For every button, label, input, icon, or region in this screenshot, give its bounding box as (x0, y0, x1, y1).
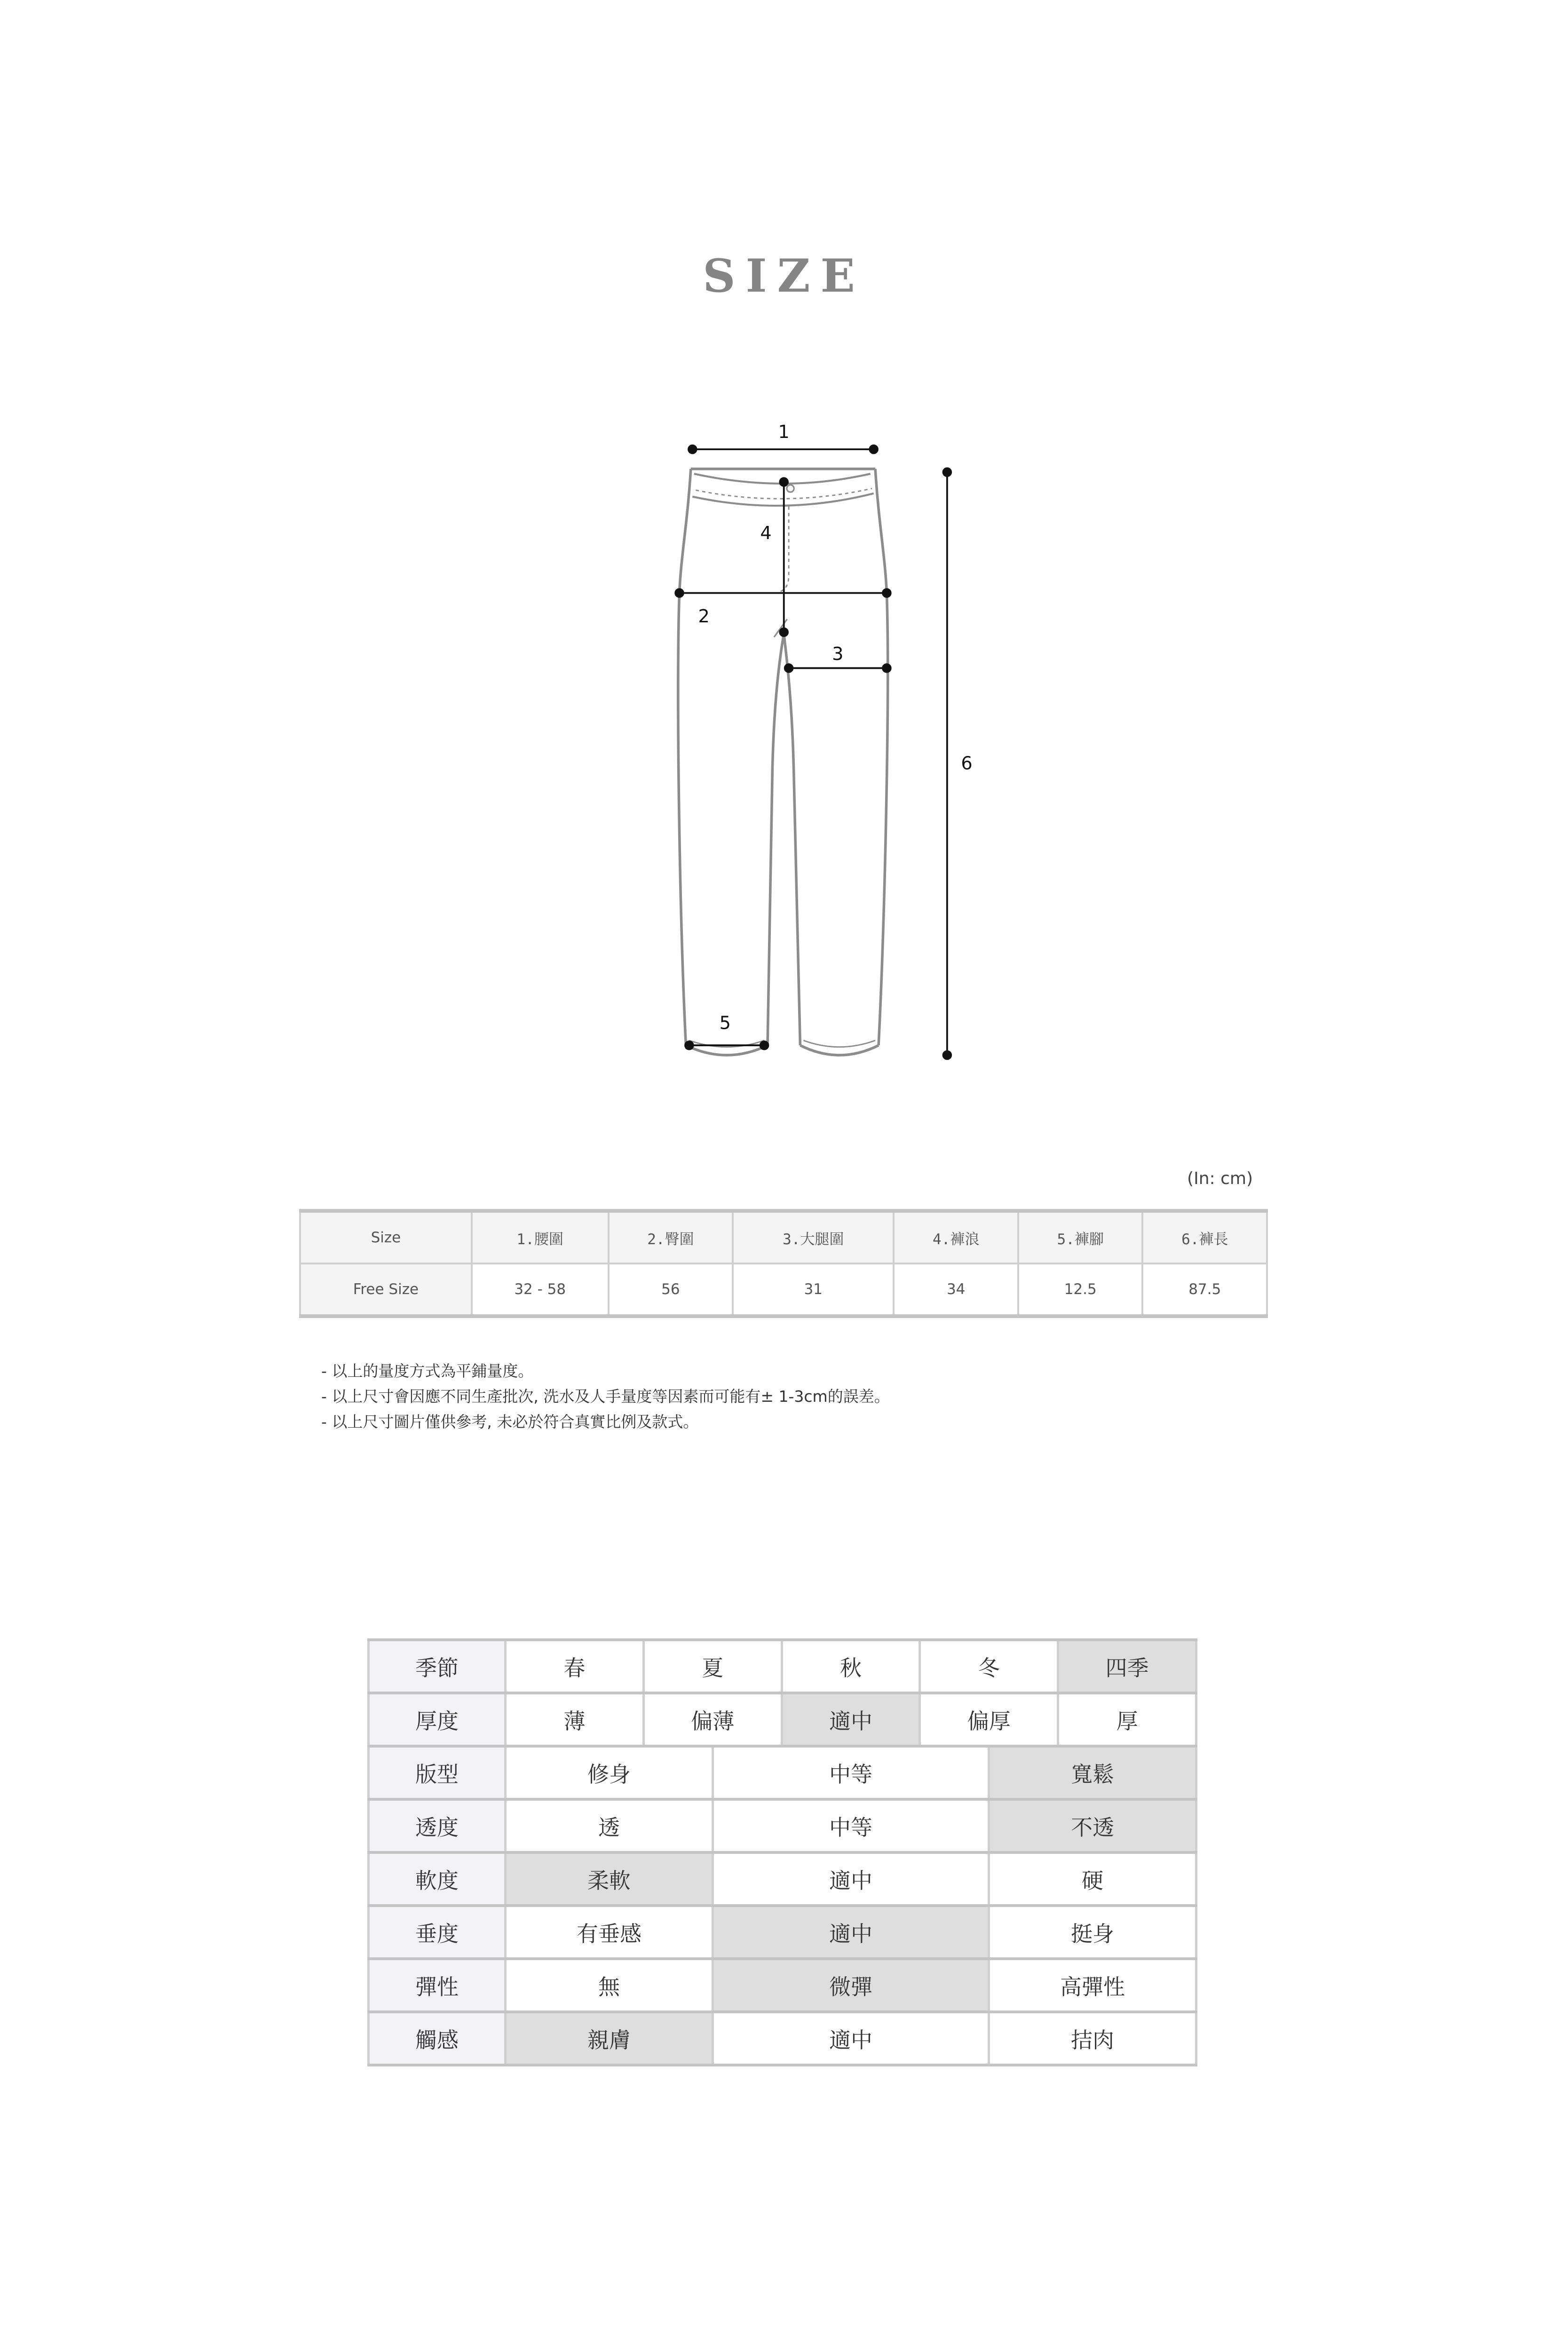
attribute-row (367, 1960, 1197, 2013)
attribute-option: 薄 (507, 1694, 645, 1745)
label-4: 4 (760, 523, 772, 544)
attribute-option: 高彈性 (990, 1960, 1197, 2010)
size-cell: Free Size (300, 1263, 472, 1316)
value-cell: 56 (609, 1263, 733, 1316)
size-table-header (300, 1211, 1267, 1263)
attribute-option: 秋 (783, 1641, 921, 1692)
attribute-option: 拮肉 (990, 2013, 1197, 2064)
attribute-row (367, 1748, 1197, 1801)
attribute-option: 偏厚 (921, 1694, 1059, 1745)
attribute-option-selected: 柔軟 (507, 1854, 714, 1904)
attribute-option: 偏薄 (645, 1694, 783, 1745)
attribute-label: 版型 (367, 1748, 507, 1798)
page-title: SIZE (703, 249, 865, 302)
attribute-label: 季節 (367, 1641, 507, 1692)
attribute-option-selected: 適中 (714, 1907, 990, 1957)
value-cell: 32 - 58 (472, 1263, 609, 1316)
header-cell: 6.褲長 (1142, 1211, 1267, 1263)
attribute-row (367, 1641, 1197, 1694)
notes (321, 1359, 890, 1435)
value-cell: 12.5 (1018, 1263, 1143, 1316)
attribute-row (367, 1854, 1197, 1907)
attribute-label: 軟度 (367, 1854, 507, 1904)
attribute-label: 厚度 (367, 1694, 507, 1745)
attribute-row (367, 1801, 1197, 1854)
label-2: 2 (698, 606, 710, 628)
note-line: - 以上尺寸會因應不同生產批次, 洗水及人手量度等因素而可能有± 1-3cm的誤差。 (321, 1387, 890, 1406)
unit-label: (In: cm) (1187, 1169, 1253, 1188)
label-6: 6 (961, 753, 973, 774)
attribute-option: 透 (507, 1801, 714, 1851)
header-cell: 4.褲浪 (894, 1211, 1018, 1263)
fabric-attributes-table (367, 1638, 1197, 2066)
attribute-option: 修身 (507, 1748, 714, 1798)
header-cell: 3.大腿圍 (733, 1211, 894, 1263)
header-cell: Size (300, 1211, 472, 1263)
attribute-option-selected: 微彈 (714, 1960, 990, 2010)
header-cell: 5.褲腳 (1018, 1211, 1143, 1263)
attribute-option-selected: 不透 (990, 1801, 1197, 1851)
attribute-option: 適中 (714, 1854, 990, 1904)
size-table (299, 1209, 1268, 1318)
attribute-option: 夏 (645, 1641, 783, 1692)
label-1: 1 (778, 421, 790, 443)
label-5: 5 (719, 1013, 731, 1034)
attribute-row (367, 1694, 1197, 1748)
header-cell: 1.腰圍 (472, 1211, 609, 1263)
attribute-label: 透度 (367, 1801, 507, 1851)
note-line: - 以上的量度方式為平鋪量度。 (321, 1362, 534, 1380)
attribute-row (367, 1907, 1197, 1960)
attribute-option: 中等 (714, 1801, 990, 1851)
attribute-label: 觸感 (367, 2013, 507, 2064)
attribute-option-selected: 親膚 (507, 2013, 714, 2064)
attribute-option: 適中 (714, 2013, 990, 2064)
note-line: - 以上尺寸圖片僅供參考, 未必於符合真實比例及款式。 (321, 1413, 699, 1431)
attribute-option: 冬 (921, 1641, 1059, 1692)
value-cell: 31 (733, 1263, 894, 1316)
value-cell: 87.5 (1142, 1263, 1267, 1316)
header-cell: 2.臀圍 (609, 1211, 733, 1263)
pants-outline (678, 469, 888, 1055)
attribute-option-selected: 適中 (783, 1694, 921, 1745)
label-3: 3 (832, 644, 844, 665)
attribute-option-selected: 寬鬆 (990, 1748, 1197, 1798)
attribute-option: 挺身 (990, 1907, 1197, 1957)
attribute-row (367, 2013, 1197, 2066)
measurement-lines (675, 445, 951, 1059)
attribute-option: 春 (507, 1641, 645, 1692)
attribute-option: 硬 (990, 1854, 1197, 1904)
attribute-label: 垂度 (367, 1907, 507, 1957)
attribute-option: 無 (507, 1960, 714, 2010)
value-cell: 34 (894, 1263, 1018, 1316)
pants-measurement-diagram (653, 408, 996, 1078)
attribute-label: 彈性 (367, 1960, 507, 2010)
table-row (300, 1263, 1267, 1316)
attribute-option: 有垂感 (507, 1907, 714, 1957)
attribute-option: 中等 (714, 1748, 990, 1798)
attribute-option: 厚 (1059, 1694, 1197, 1745)
attribute-option-selected: 四季 (1059, 1641, 1197, 1692)
